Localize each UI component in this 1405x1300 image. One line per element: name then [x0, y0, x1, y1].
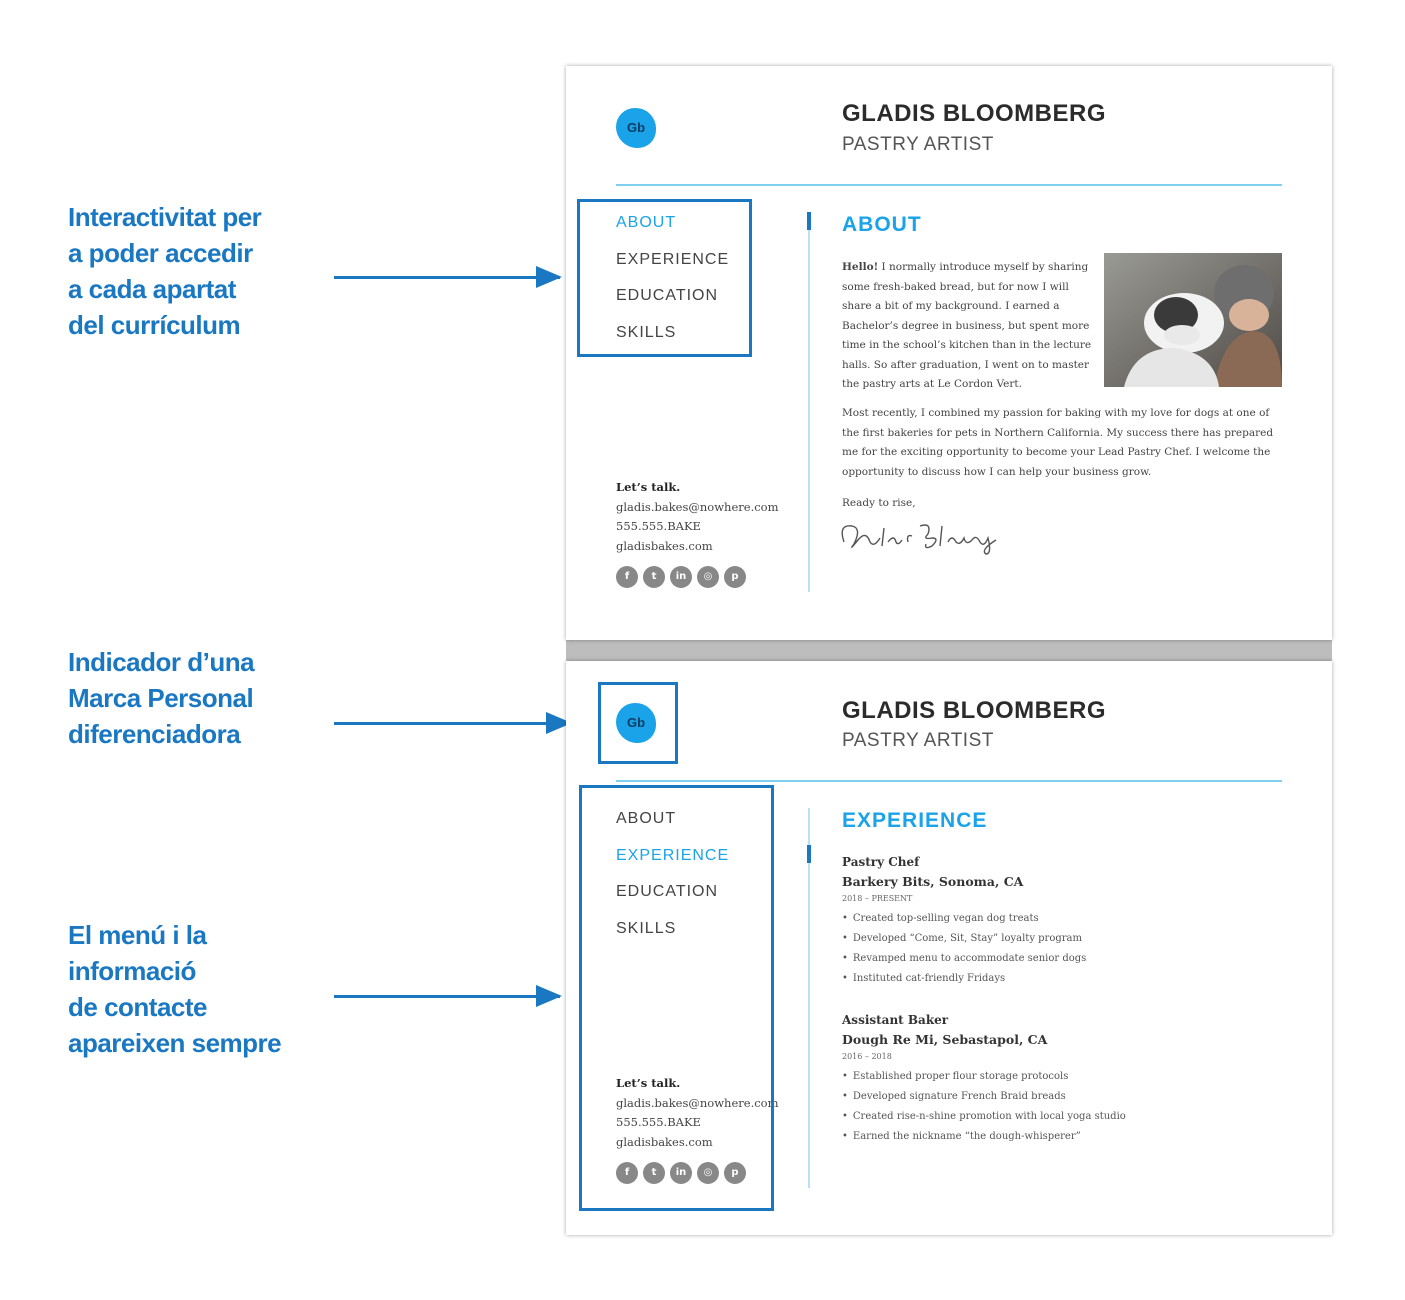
twitter-icon[interactable]: t [643, 566, 665, 588]
intro-line: Bachelor’s degree in business, but spent more [842, 319, 1090, 332]
scroll-track [808, 808, 810, 1188]
instagram-icon[interactable]: ◎ [697, 1162, 719, 1184]
list-item: • Developed “Come, Sit, Stay” loyalty program [842, 929, 1086, 949]
list-item: • Created top-selling vegan dog treats [842, 909, 1086, 929]
facebook-icon[interactable]: f [616, 566, 638, 588]
highlight-box-logo [598, 682, 678, 764]
section-title: ABOUT [842, 213, 922, 236]
contact-phone[interactable]: 555.555.BAKE [616, 1115, 701, 1129]
annotation-line: apareixen sempre [68, 1028, 282, 1058]
greeting: Hello! [842, 261, 879, 273]
contact-block [616, 478, 779, 588]
annotation-line: a poder accedir [68, 238, 253, 268]
header-divider [616, 780, 1282, 782]
list-item: • Developed signature French Braid breads [842, 1087, 1126, 1107]
job-bullets [842, 909, 1086, 989]
closing-text: Ready to rise, [842, 497, 916, 509]
nav-item-skills[interactable]: SKILLS [616, 323, 677, 341]
list-item: • Established proper flour storage protocols [842, 1067, 1126, 1087]
social-links [616, 566, 779, 588]
section-title: EXPERIENCE [842, 809, 988, 832]
highlight-box-menu-contact [579, 785, 774, 1211]
nav-item-experience[interactable]: EXPERIENCE [616, 250, 730, 268]
annotation-line: de contacte [68, 992, 207, 1022]
resume-page-about [566, 66, 1332, 640]
about-intro [842, 258, 1092, 395]
intro-line: some fresh-baked bread, but for now I will [842, 280, 1069, 293]
header-divider [616, 184, 1282, 186]
about-body [842, 404, 1282, 482]
body-line: the first bakeries for pets in Northern California. My success there has prepared [842, 426, 1274, 439]
scroll-indicator[interactable] [807, 845, 811, 863]
logo-badge[interactable]: Gb [616, 108, 656, 148]
intro-line: share a bit of my background. I earned a [842, 300, 1060, 312]
body-line: me for the exciting opportunity to become your Lead Pastry Chef. I welcome the [842, 446, 1271, 458]
signature [836, 516, 1016, 562]
list-item: • Created rise-n-shine promotion with local yoga studio [842, 1107, 1126, 1127]
annotation-interactivity [68, 199, 261, 343]
annotation-personal-brand [68, 644, 254, 752]
highlight-box-nav [577, 199, 752, 357]
profile-photo [1104, 253, 1282, 387]
scroll-track [808, 212, 810, 592]
contact-email[interactable]: gladis.bakes@nowhere.com [616, 1095, 779, 1110]
job-company: Dough Re Mi, Sebastapol, CA [842, 1032, 1048, 1047]
annotation-line: a cada apartat [68, 274, 236, 304]
linkedin-icon[interactable]: in [670, 566, 692, 588]
contact-heading: Let’s talk. [616, 480, 681, 494]
annotation-line: El menú i la [68, 920, 207, 950]
annotation-persistent-menu [68, 917, 281, 1061]
twitter-icon[interactable]: t [643, 1162, 665, 1184]
nav-item-about[interactable]: ABOUT [616, 214, 677, 231]
linkedin-icon[interactable]: in [670, 1162, 692, 1184]
intro-text: I normally introduce myself by sharing [878, 261, 1089, 273]
page-separator [566, 640, 1332, 661]
arrow-icon [334, 276, 560, 279]
resume-role: PASTRY ARTIST [842, 730, 994, 751]
job-title: Assistant Baker [842, 1013, 949, 1027]
job-dates: 2016 – 2018 [842, 1052, 892, 1061]
annotation-line: Interactivitat per [68, 202, 262, 232]
list-item: • Earned the nickname “the dough-whisperer” [842, 1127, 1126, 1147]
nav-item-skills[interactable]: SKILLS [616, 919, 677, 937]
instagram-icon[interactable]: ◎ [697, 566, 719, 588]
resume-name: GLADIS BLOOMBERG [842, 697, 1106, 724]
nav-item-experience[interactable]: EXPERIENCE [616, 846, 730, 864]
intro-line [842, 258, 1092, 278]
contact-heading: Let’s talk. [616, 1076, 681, 1090]
job-bullets [842, 1067, 1126, 1147]
annotation-line: Marca Personal [68, 683, 254, 713]
job-company: Barkery Bits, Sonoma, CA [842, 874, 1024, 889]
nav-item-education[interactable]: EDUCATION [616, 287, 719, 304]
intro-line: halls. So after graduation, I went on to master [842, 358, 1090, 371]
body-line: Most recently, I combined my passion for baking with my love for dogs at one of [842, 407, 1270, 419]
contact-website[interactable]: gladisbakes.com [616, 1134, 713, 1149]
job-dates: 2018 – PRESENT [842, 894, 913, 903]
facebook-icon[interactable]: f [616, 1162, 638, 1184]
arrow-icon [334, 995, 560, 998]
intro-line: time in the school’s kitchen than in the lecture [842, 339, 1092, 351]
contact-email[interactable]: gladis.bakes@nowhere.com [616, 499, 779, 514]
resume-role: PASTRY ARTIST [842, 134, 994, 155]
list-item: • Instituted cat-friendly Fridays [842, 969, 1086, 989]
body-line: opportunity to discuss how I can help your business grow. [842, 465, 1152, 478]
resume-name: GLADIS BLOOMBERG [842, 100, 1106, 127]
logo-badge[interactable]: Gb [616, 703, 656, 743]
nav-item-about[interactable]: ABOUT [616, 810, 677, 827]
list-item: • Revamped menu to accommodate senior dogs [842, 949, 1086, 969]
annotation-line: diferenciadora [68, 719, 241, 749]
job-entry [842, 1011, 1126, 1147]
job-entry [842, 853, 1086, 989]
annotation-line: Indicador d’una [68, 647, 255, 677]
job-title: Pastry Chef [842, 855, 920, 869]
pinterest-icon[interactable]: p [724, 1162, 746, 1184]
pinterest-icon[interactable]: p [724, 566, 746, 588]
annotation-line: del currículum [68, 310, 241, 340]
contact-website[interactable]: gladisbakes.com [616, 538, 713, 553]
resume-page-experience [566, 661, 1332, 1235]
contact-phone[interactable]: 555.555.BAKE [616, 519, 701, 533]
nav-item-education[interactable]: EDUCATION [616, 883, 719, 900]
annotation-line: informació [68, 956, 196, 986]
scroll-indicator[interactable] [807, 212, 811, 230]
arrow-icon [334, 722, 570, 725]
intro-line: the pastry arts at Le Cordon Vert. [842, 378, 1022, 390]
